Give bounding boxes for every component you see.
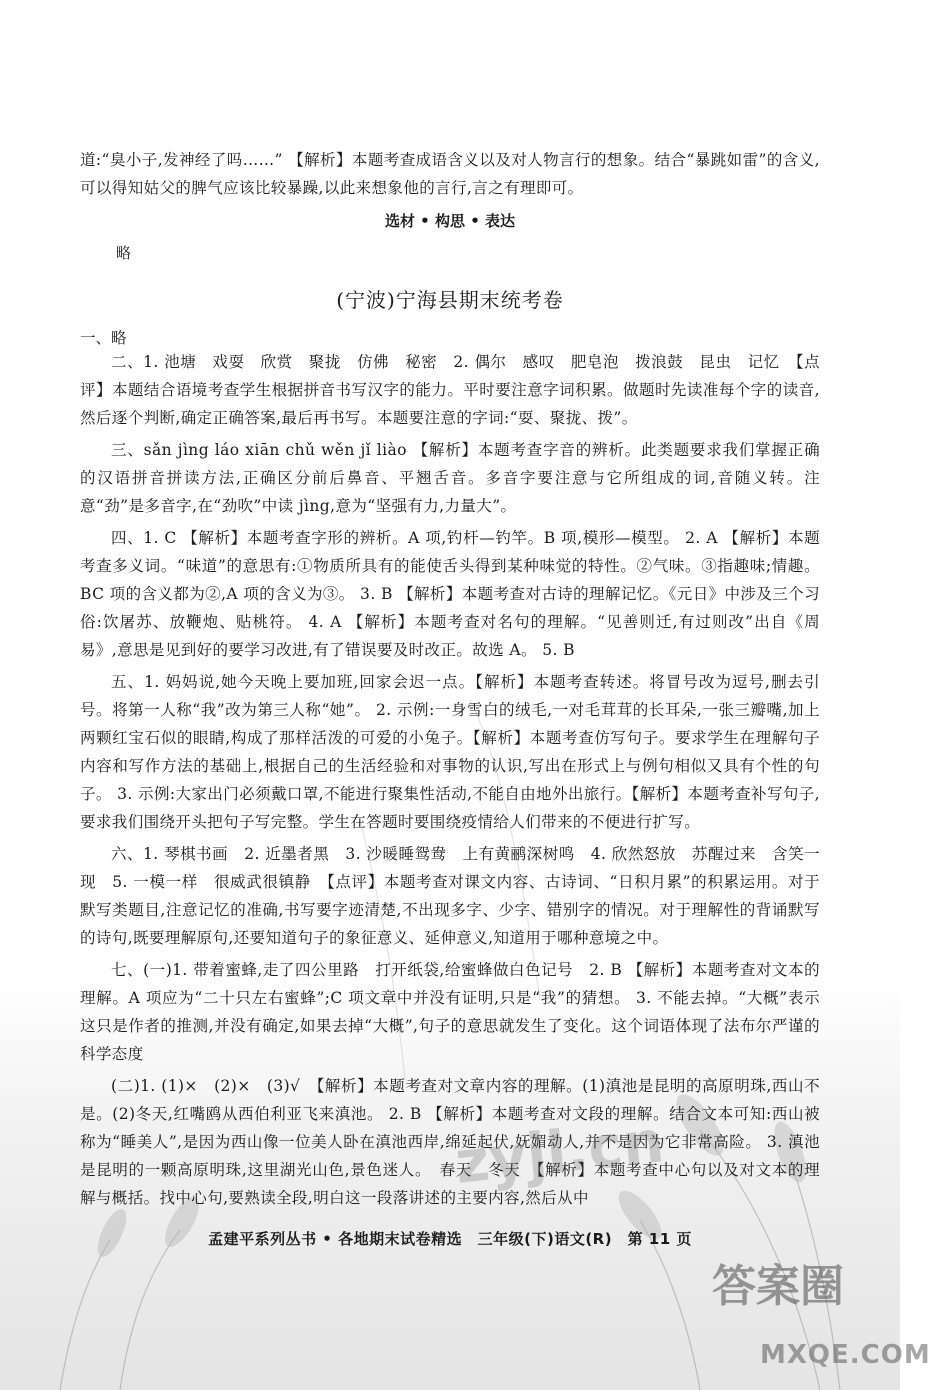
site-watermark: zyjl.cn (452, 1107, 668, 1197)
brand-watermark: 答案圈 (712, 1261, 844, 1312)
intro-paragraph (80, 146, 820, 202)
page-footer: 孟建平系列丛书 • 各地期末试卷精选 三年级(下)语文(R) 第 11 页 (208, 1230, 692, 1248)
answer-section-six: 六、1. 琴棋书画 2. 近墨者黑 3. 沙暖睡鸳鸯 上有黄鹂深树鸣 4. 欣然怒放 苏醒过来 含笑一现 5. 一模一样 很威武很镇静 【点评】本题考查对课文内容、古诗词、“日积月累”的积累运用。对于默写类题目,注意记忆的准确,书写要字迹清楚,不出现多字、少字、错别字的情况。对于理解性的背诵默写的诗句,既要理解原句,还要知道句子的象征意义、延伸意义,知道用于哪种意境之中。 (80, 845, 820, 947)
answer-section-five: 五、1. 妈妈说,她今天晚上要加班,回家会迟一点。【解析】本题考查转述。将冒号改为逗号,删去引号。将第一人称“我”改为第三人称“她”。 2. 示例:一身雪白的绒毛,一对毛茸茸的长耳朵,一张三瓣嘴,加上两颗红宝石似的眼睛,构成了那样活泼的可爱的小兔子。【解析】本题考查仿写句子。要求学生在理解句子内容和写作方法的基础上,根据自己的生活经验和对事物的认识,写出在形式上与例句相似又具有个性的句子。 3. 示例:大家出门必须戴口罩,不能进行聚集性活动,不能自由地外出旅行。【解析】本题考查补写句子,要求我们围绕开头把句子写完整。学生在答题时要围绕疫情给人们带来的不便进行扩写。 (80, 673, 820, 831)
section-heading: 选材 • 构思 • 表达 (384, 212, 516, 230)
answer-section-one: 一、略 (80, 329, 127, 347)
omit-label: 略 (116, 244, 132, 262)
answer-section-three: 三、sǎn jìng láo xiān chǔ wěn jǐ liào 【解析】本题考查字音的辨析。此类题要求我们掌握正确的汉语拼音拼读方法,正确区分前后鼻音、平翘舌音。多音字要注意与它所组成的词,音随义转。注意“劲”是多音字,在“劲吹”中读 jìng,意为“坚强有力,力量大”。 (80, 441, 820, 515)
intro-text: 道:“臭小子,发神经了吗……” 【解析】本题考查成语含义以及对人物言行的想象。结合“暴跳如雷”的含义,可以得知姑父的脾气应该比较暴躁,以此来想象他的言行,言之有理即可。 (80, 151, 820, 197)
answer-section-seven-b: (二)1. (1)× (2)× (3)√ 【解析】本题考查对文章内容的理解。(1)滇池是昆明的高原明珠,西山不是。(2)冬天,红嘴鸥从西伯利亚飞来滇池。 2. B 【解析】本题考查对文段的理解。结合文本可知:西山被称为“睡美人”,是因为西山像一位美人卧在滇池西岸,绵延起伏,妩媚动人,并不是因为它非常高险。 3. 滇池是昆明的一颗高原明珠,这里湖光山色,景色迷人。 春天 冬天 【解析】本题考查中心句以及对文本的理解与概括。找中心句,要熟读全段,明白这一段落讲述的主要内容,然后从中 (80, 1077, 820, 1207)
answers-body (80, 348, 820, 1212)
answer-section-seven-a: 七、(一)1. 带着蜜蜂,走了四公里路 打开纸袋,给蜜蜂做白色记号 2. B 【解析】本题考查对文本的理解。A 项应为“二十只左右蜜蜂”;C 项文章中并没有证明,只是“我”的猜想。 3. 不能去掉。“大概”表示这只是作者的推测,并没有确定,如果去掉“大概”,句子的意思就发生了变化。这个词语体现了法布尔严谨的科学态度 (80, 961, 820, 1063)
url-watermark: MXQE.COM (760, 1340, 931, 1370)
answer-section-four: 四、1. C 【解析】本题考查字形的辨析。A 项,钓杆—钓竿。B 项,模形—模型。 2. A 【解析】本题考查多义词。“味道”的意思有:①物质所具有的能使舌头得到某种味觉的特性。②气味。③指趣味;情趣。BC 项的含义都为②,A 项的含义为③。 3. B 【解析】本题考查对古诗的理解记忆。《元日》中涉及三个习俗:饮屠苏、放鞭炮、贴桃符。 4. A 【解析】本题考查对名句的理解。“见善则迁,有过则改”出自《周易》,意思是见到好的要学习改进,有了错误要及时改正。故选 A。 5. B (80, 529, 820, 659)
answer-section-two: 二、1. 池塘 戏耍 欣赏 聚拢 仿佛 秘密 2. 偶尔 感叹 肥皂泡 拨浪鼓 昆虫 记忆 【点评】本题结合语境考查学生根据拼音书写汉字的能力。平时要注意字词积累。做题时先读准每个字的读音,然后逐个判断,确定正确答案,最后再书写。本题要注意的字词:“耍、聚拢、拨”。 (80, 353, 820, 427)
exam-title: (宁波)宁海县期末统考卷 (336, 288, 564, 312)
